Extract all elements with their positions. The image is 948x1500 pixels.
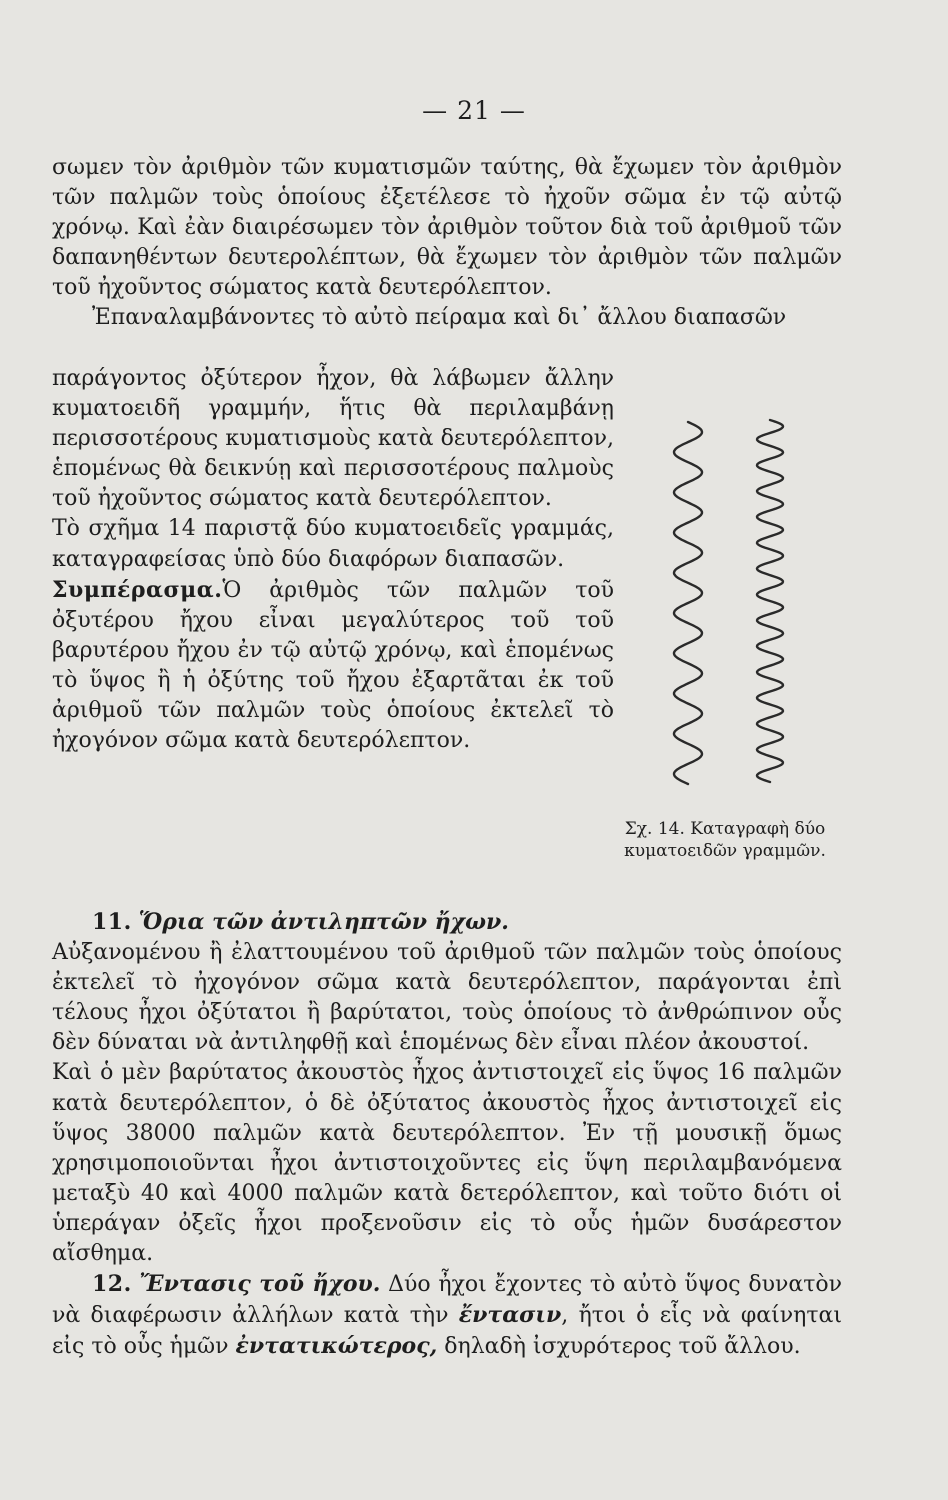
conclusion-heading: Συμπέρασμα. bbox=[52, 576, 223, 603]
paragraph-continued: σωμεν τὸν ἀριθμὸν τῶν κυματισμῶν ταύτης, θὰ ἔχωμεν τὸν ἀριθμὸν τῶν παλμῶν τοὺς ὁποίους ἐξετέλεσε τὸ ἠχοῦν σῶμα ἐν τῷ αὐτῷ χρόνῳ. Καὶ ἐὰν διαιρέσωμεν τὸν ἀριθμὸν τοῦτον διὰ τοῦ ἀριθμοῦ τῶν δαπανηθέντων δευτερολέπτων, θὰ ἔχωμεν τὸν ἀριθμὸν τῶν παλμῶν τοῦ ἠχοῦντος σώματος κατὰ δευτερόλεπτον. bbox=[52, 155, 842, 301]
conclusion-text: Ὁ ἀριθμὸς τῶν παλμῶν τοῦ ὀξυτέρου ἤχου εἶναι μεγαλύτερος τοῦ τοῦ βαρυτέρου ἤχου ἐν τῷ αὐτῷ χρόνῳ, καὶ ἑπομένως τὸ ὕψος ἢ ἡ ὀξύτης τοῦ ἤχου ἐξαρτᾶται ἐκ τοῦ ἀριθμοῦ τῶν παλμῶν τοὺς ὁποίους ἐκτελεῖ τὸ ἠχογόνον σῶμα κατὰ δευτερόλεπτον. bbox=[52, 577, 614, 754]
page-number: — 21 — bbox=[422, 96, 526, 125]
section-12-term-intensity: ἔντασιν bbox=[458, 1302, 562, 1329]
section-11-title: Ὅρια τῶν ἀντιληπτῶν ἤχων. bbox=[138, 909, 509, 935]
opening-paragraph bbox=[52, 153, 842, 334]
section-12-title: Ἔντασις τοῦ ἤχου. bbox=[139, 1271, 381, 1298]
section-12-paragraph bbox=[52, 1269, 842, 1362]
wave-line-low-pitch bbox=[674, 422, 702, 784]
figure-caption: Σχ. 14. Καταγραφὴ δύο κυματοειδῶν γραμμῶν. bbox=[624, 819, 826, 861]
section-11-heading bbox=[52, 907, 842, 938]
text-beside-figure bbox=[52, 364, 614, 756]
paragraph-higher-tone: παράγοντος ὀξύτερον ἦχον, θὰ λάβωμεν ἄλλην κυματοειδῆ γραμμήν, ἥτις θὰ περιλαμβάνῃ περισσοτέρους κυματισμοὺς κατὰ δευτερόλεπτον, ἑπομένως θὰ δεικνύῃ καὶ περισσοτέρους παλμοὺς τοῦ ἠχοῦντος σώματος κατὰ δευτερόλεπτον. bbox=[52, 366, 614, 512]
section-11-paragraph-2: Καὶ ὁ μὲν βαρύτατος ἀκουστὸς ἦχος ἀντιστοιχεῖ εἰς ὕψος 16 παλμῶν κατὰ δευτερόλεπτον, ὁ δὲ ὀξύτατος ἀκουστὸς ἦχος ἀντιστοιχεῖ εἰς ὕψος 38000 παλμῶν κατὰ δευτερόλεπτον. Ἐν τῇ μουσικῇ ὅμως χρησιμοποιοῦνται ἦχοι ἀντιστοιχοῦντες εἰς ὕψη περιλαμβανόμενα μεταξὺ 40 καὶ 4000 παλμῶν κατὰ δετερόλεπτον, καὶ τοῦτο διότι οἱ ὑπεράγαν ὀξεῖς ἦχοι προξενοῦσιν εἰς τὸ οὖς ἡμῶν δυσάρεστον αἴσθημα. bbox=[52, 1060, 842, 1267]
paragraph-figure-reference: Τὸ σχῆμα 14 παριστᾷ δύο κυματοειδεῖς γραμμάς, καταγραφείσας ὑπὸ δύο διαφόρων διαπασῶν. bbox=[52, 516, 614, 572]
section-12-number: 12. bbox=[92, 1271, 132, 1298]
section-11-number: 11. bbox=[92, 909, 132, 935]
section-12-text-b: , ἤτοι ὁ εἷς νὰ φαίνηται εἰς τὸ οὖς ἡμῶν bbox=[52, 1303, 842, 1360]
paragraph-repeat-line: Ἐπαναλαμβάνοντες τὸ αὐτὸ πείραμα καὶ δι᾽ ἄλλου διαπασῶν bbox=[92, 305, 787, 331]
wave-line-high-pitch bbox=[757, 420, 783, 782]
section-12-text-c: δηλαδὴ ἰσχυρότερος τοῦ ἄλλου. bbox=[444, 1334, 801, 1360]
section-12-text-a: Δύο ἦχοι ἔχοντες τὸ αὐτὸ ὕψος δυνατὸν νὰ διαφέρωσιν ἀλλήλων κατὰ τὴν bbox=[52, 1272, 842, 1329]
paragraph-conclusion bbox=[52, 575, 614, 757]
wave-figure bbox=[620, 412, 856, 802]
lower-sections bbox=[52, 907, 842, 1362]
section-12-term-louder: ἐντατικώτερος, bbox=[235, 1333, 438, 1360]
section-11-paragraph: Αὐξανομένου ἢ ἐλαττουμένου τοῦ ἀριθμοῦ τῶν παλμῶν τοὺς ὁποίους ἐκτελεῖ τὸ ἠχογόνον σῶμα κατὰ δευτερόλεπτον, παράγονται ἐπὶ τέλους ἦχοι ὀξύτατοι ἢ βαρύτατοι, τοὺς ὁποίους τὸ ἀνθρώπινον οὖς δὲν δύναται νὰ ἀντιληφθῇ καὶ ἑπομένως δὲν εἶναι πλέον ἀκουστοί. bbox=[52, 940, 842, 1056]
